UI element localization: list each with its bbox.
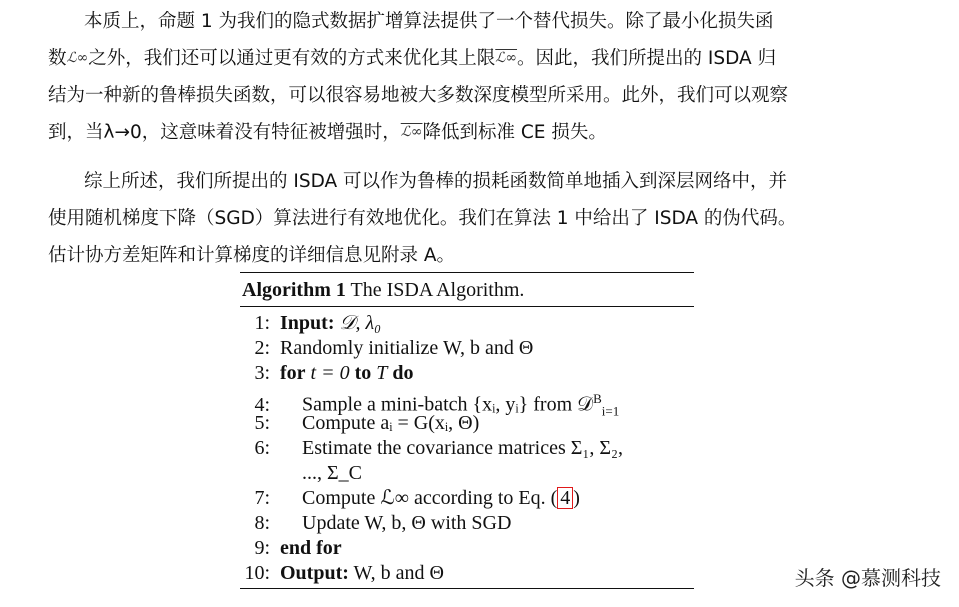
para1-line2 bbox=[48, 40, 908, 77]
keyword-do: do bbox=[392, 362, 414, 384]
paragraph-2 bbox=[48, 163, 908, 274]
line-number: 1: bbox=[254, 312, 270, 334]
output-params: W, b and Θ bbox=[353, 562, 444, 584]
para1-line3: 结为一种新的鲁棒损失函数，可以很容易地被大多数深度模型所采用。此外，我们可以观察 bbox=[48, 85, 789, 106]
algo-line-10 bbox=[240, 561, 694, 586]
loop-start: t = 0 bbox=[310, 362, 350, 384]
paragraph-1 bbox=[48, 3, 908, 151]
input-params: 𝒟, λ₀ bbox=[339, 312, 382, 334]
algo-line-5 bbox=[240, 411, 694, 436]
line-number: 9: bbox=[254, 537, 270, 559]
algorithm-body bbox=[240, 307, 694, 588]
para1-line1: 本质上，命题 1 为我们的隐式数据扩增算法提供了一个替代损失。除了最小化损失函 bbox=[84, 11, 774, 32]
line-number: 7: bbox=[254, 487, 270, 509]
para1-line2-b: 之外，我们还可以通过更有效的方式来优化其上限 bbox=[88, 48, 496, 69]
algo-line-2 bbox=[240, 336, 694, 361]
equation-ref-link[interactable]: 4 bbox=[557, 487, 573, 509]
keyword-input: Input: bbox=[280, 312, 335, 334]
upper-bound-symbol: ℒ∞ bbox=[495, 50, 518, 66]
upper-bound-symbol: ℒ∞ bbox=[400, 124, 423, 140]
algo-line-6-cont bbox=[240, 461, 694, 486]
algo-line-8 bbox=[240, 511, 694, 536]
para1-line2-a: 数 bbox=[48, 48, 67, 69]
line-text: Estimate the covariance matrices Σ₁, Σ₂, bbox=[302, 437, 623, 459]
line-number: 5: bbox=[254, 412, 270, 434]
para1-line4 bbox=[48, 114, 908, 151]
para2-line1: 综上所述，我们所提出的 ISDA 可以作为鲁棒的损耗函数简单地插入到深层网络中，并 bbox=[84, 171, 788, 192]
line-text: Compute ℒ∞ according to Eq. bbox=[302, 487, 546, 509]
batch-index-sub: i=1 bbox=[601, 403, 620, 419]
line-text: Compute aᵢ = G(xᵢ, Θ) bbox=[302, 412, 480, 434]
line-text: Update W, b, Θ with SGD bbox=[302, 512, 512, 534]
line-number: 10: bbox=[244, 562, 270, 584]
line-text: ..., Σ_C bbox=[302, 462, 362, 484]
watermark: 头条 @慕测科技 bbox=[794, 566, 941, 590]
algo-line-4 bbox=[240, 386, 694, 419]
loop-end: T bbox=[376, 362, 388, 384]
para2-line2: 使用随机梯度下降（SGD）算法进行有效地优化。我们在算法 1 中给出了 ISDA 的伪代码。 bbox=[48, 208, 797, 229]
algo-line-1 bbox=[240, 311, 694, 336]
batch-size-sup: B bbox=[593, 391, 602, 406]
algo-line-6 bbox=[240, 436, 694, 461]
line-number: 6: bbox=[254, 437, 270, 459]
algorithm-title-text: The ISDA Algorithm. bbox=[350, 279, 525, 301]
para1-line2-c: 。因此，我们所提出的 ISDA 归 bbox=[517, 48, 777, 69]
line-number: 8: bbox=[254, 512, 270, 534]
algo-line-7: 7: Compute ℒ∞ according to Eq. ( 4 ) bbox=[240, 486, 694, 511]
keyword-to: to bbox=[354, 362, 372, 384]
algorithm-title-label: Algorithm 1 bbox=[242, 279, 346, 301]
algorithm-bottom-rule bbox=[240, 588, 694, 589]
algo-line-3 bbox=[240, 361, 694, 386]
algorithm-title bbox=[240, 273, 694, 306]
para1-line4-a: 到，当λ→0，这意味着没有特征被增强时， bbox=[48, 122, 401, 143]
algorithm-box bbox=[240, 272, 694, 589]
loss-symbol: ℒ∞ bbox=[66, 50, 89, 66]
keyword-for: for bbox=[280, 362, 306, 384]
keyword-output: Output: bbox=[280, 562, 349, 584]
line-number: 2: bbox=[254, 337, 270, 359]
algo-line-9 bbox=[240, 536, 694, 561]
para2-line3: 估计协方差矩阵和计算梯度的详细信息见附录 A。 bbox=[48, 245, 456, 266]
para1-line4-b: 降低到标准 CE 损失。 bbox=[422, 122, 607, 143]
line-number: 4: bbox=[254, 393, 270, 416]
keyword-end-for: end for bbox=[280, 537, 342, 559]
line-text: Randomly initialize W, b and Θ bbox=[280, 337, 534, 359]
line-number: 3: bbox=[254, 362, 270, 384]
line-text: Sample a mini-batch {xᵢ, yᵢ} from 𝒟 bbox=[302, 393, 594, 416]
